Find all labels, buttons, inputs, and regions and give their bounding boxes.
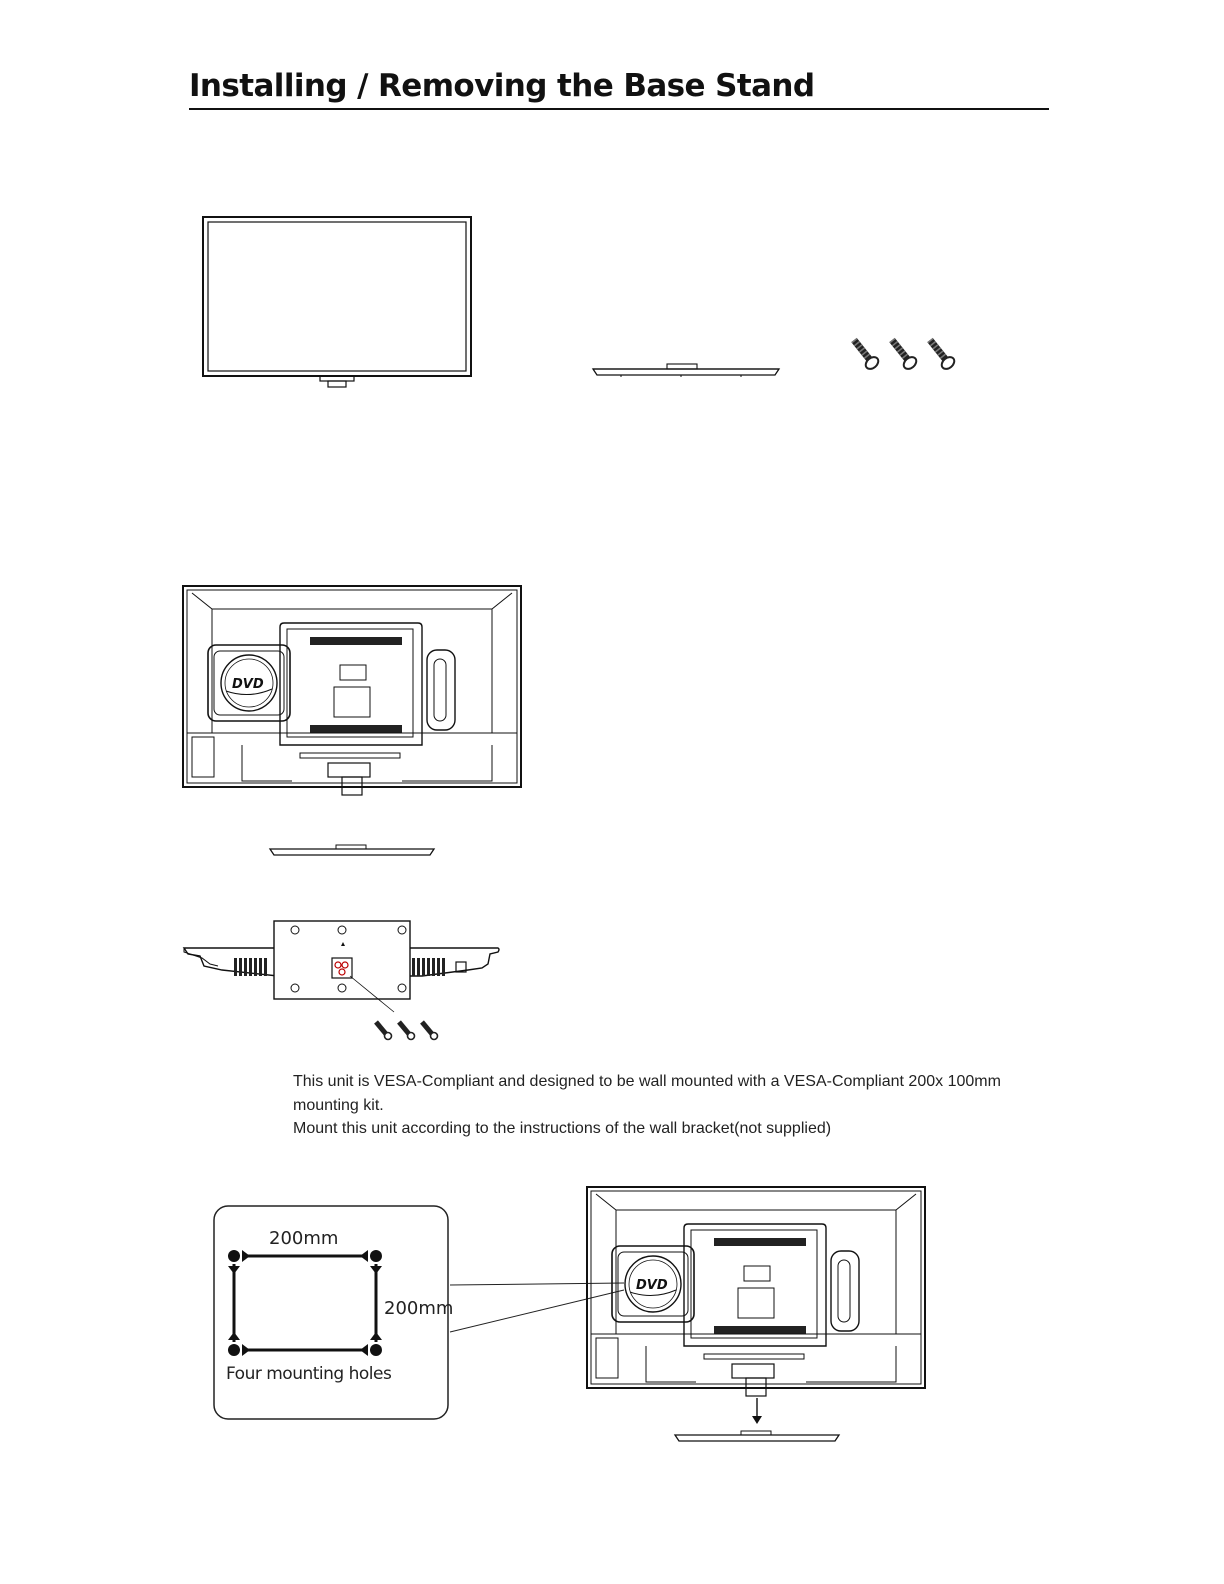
height-dimension-label: 200mm <box>384 1298 454 1319</box>
svg-text:DVD: DVD <box>232 677 264 692</box>
width-dimension-label: 200mm <box>269 1228 339 1249</box>
tv-rear-icon <box>586 1186 928 1402</box>
stand-base-icon <box>673 1428 841 1446</box>
vesa-note-line1: This unit is VESA-Compliant and designed to be wall mounted with a VESA-Compliant 200x 100mm mounting kit. <box>293 1073 1001 1114</box>
mounting-holes-caption: Four mounting holes <box>226 1364 392 1384</box>
vesa-note-line2: Mount this unit according to the instructions of the wall bracket(not supplied) <box>293 1120 832 1137</box>
page-title: Installing / Removing the Base Stand <box>189 68 815 104</box>
arrow-down-icon <box>750 1398 764 1426</box>
